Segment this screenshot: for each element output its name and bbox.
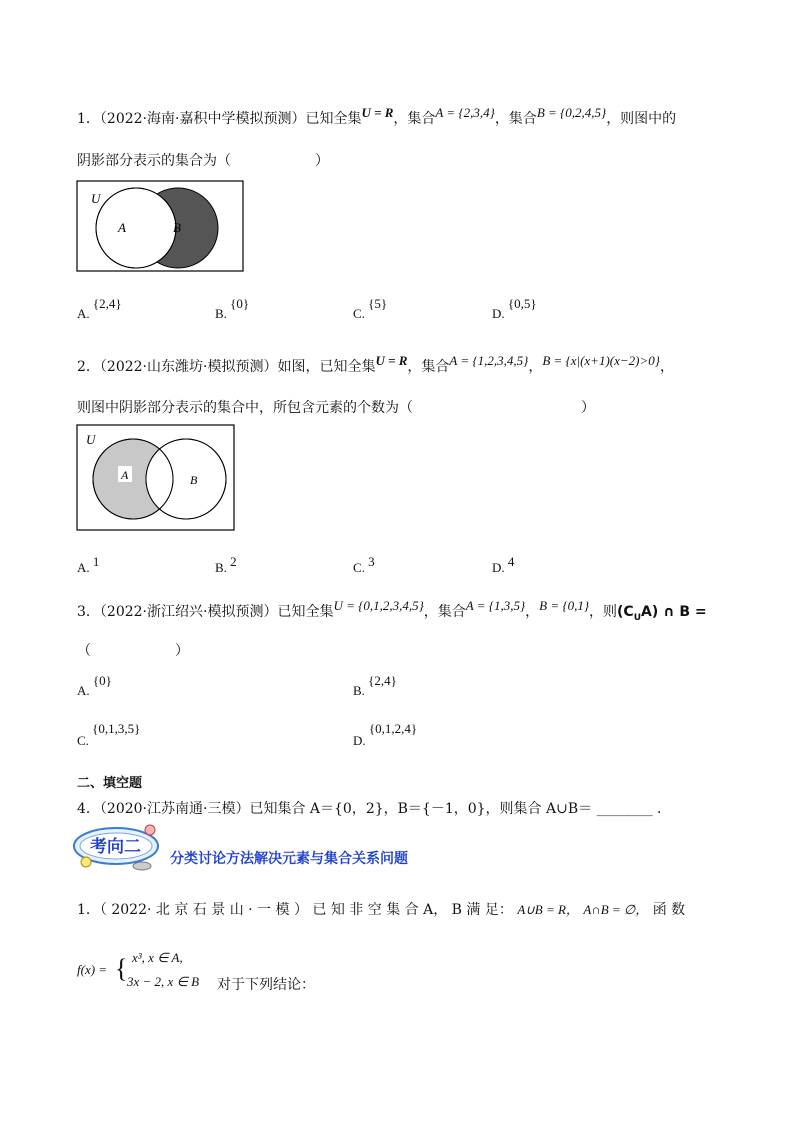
q3-line2: （ ） xyxy=(77,643,189,659)
q5-number: 1． xyxy=(77,902,100,918)
q5-after: 对于下列结论： xyxy=(217,977,315,993)
q1-venn-diagram xyxy=(76,180,244,272)
q2-stem xyxy=(77,353,674,376)
q5-fx: f(x) = xyxy=(77,962,108,977)
q2-option-d[interactable]: D. 4 xyxy=(492,554,515,575)
q5-cond1: A∪B = R， xyxy=(517,902,579,917)
q1-option-b[interactable]: B. {0} xyxy=(215,296,250,321)
q1-set-b: B = {0,2,4,5} xyxy=(536,105,607,120)
q2-option-c[interactable]: C. 3 xyxy=(353,554,375,575)
q3-source: （2022·浙江绍兴·模拟预测） xyxy=(99,604,278,620)
q4-number: 4． xyxy=(77,801,100,817)
q1-venn-label-b: B xyxy=(173,220,181,235)
q2-venn-diagram xyxy=(76,424,236,532)
section-heading: 二、填空题 xyxy=(77,776,143,791)
q2-text-b: ，集合 xyxy=(407,359,450,375)
q2-venn-label-b: B xyxy=(190,473,198,487)
q1-line2: 阴影部分表示的集合为（ ） xyxy=(77,153,329,169)
q2-option-b[interactable]: B. 2 xyxy=(215,554,237,575)
q5-tail: 函 数 xyxy=(652,902,686,918)
q2-text-a: 如图，已知全集 xyxy=(277,359,376,375)
q1-source: （2022·海南·嘉积中学模拟预测） xyxy=(99,111,306,127)
q1-stem xyxy=(77,105,677,128)
q2-source: （2022·山东潍坊·模拟预测） xyxy=(99,359,278,375)
q3-text-b: ，集合 xyxy=(423,604,466,620)
q1-text-b: ，集合 xyxy=(393,111,436,127)
q3-option-b[interactable]: B. {2,4} xyxy=(353,673,397,698)
badge-icon xyxy=(70,822,162,872)
q4-stem xyxy=(77,798,671,818)
q3-option-d[interactable]: D. {0,1,2,4} xyxy=(353,721,418,748)
q1-venn-label-a: A xyxy=(118,220,126,235)
q2-venn-label-u: U xyxy=(86,432,96,447)
q1-set-a: A = {2,3,4} xyxy=(435,105,495,120)
q3-text-a: 已知全集 xyxy=(277,604,334,620)
q3-option-a[interactable]: A. {0} xyxy=(77,673,112,698)
q3-text-d: ，则 xyxy=(589,604,618,620)
q5-text: （ 2022· 北 京 石 景 山 · 一 模 ） 已 知 非 空 集 合 A， B 满 足： xyxy=(99,902,513,918)
q1-universe: U = R xyxy=(361,105,394,120)
q2-line2: 则图中阴影部分表示的集合中，所包含元素的个数为（ ） xyxy=(77,400,595,416)
q1-text-a: 已知全集 xyxy=(305,111,362,127)
q3-set-b: B = {0,1} xyxy=(539,598,590,613)
q1-text-c: ，集合 xyxy=(494,111,537,127)
q3-number: 3． xyxy=(77,604,100,620)
q3-text-c: ， xyxy=(525,604,540,620)
q4-text: （2020·江苏南通·三模）已知集合 A＝{0，2}，B＝{－1，0}，则集合 A∪B＝ ________ ． xyxy=(99,801,672,817)
q1-option-d[interactable]: D. {0,5} xyxy=(492,296,537,321)
q1-option-c[interactable]: C. {5} xyxy=(353,296,388,321)
q3-option-c[interactable]: C. {0,1,3,5} xyxy=(77,721,141,748)
q1-number: 1． xyxy=(77,111,100,127)
q5-case2: 3x − 2, x ∈ B xyxy=(127,974,200,989)
q5-cond2: A∩B = ∅， xyxy=(583,902,649,917)
q2-set-a: A = {1,2,3,4,5} xyxy=(449,353,529,368)
q1-venn-label-u: U xyxy=(91,191,101,206)
q1-text-d: ，则图中的 xyxy=(606,111,677,127)
q2-option-a[interactable]: A. 1 xyxy=(77,554,100,575)
q3-set-a: A = {1,3,5} xyxy=(465,598,526,613)
q2-universe: U = R xyxy=(375,353,408,368)
q2-number: 2． xyxy=(77,359,100,375)
q2-text-d: ， xyxy=(659,359,674,375)
q5-case1: x³, x ∈ A, xyxy=(132,950,183,965)
q1-option-a[interactable]: A. {2,4} xyxy=(77,296,122,321)
q2-venn-label-a: A xyxy=(121,468,129,482)
q2-set-b: B = {x|(x+1)(x−2)>0} xyxy=(542,353,660,368)
q2-text-c: ， xyxy=(528,359,543,375)
q3-stem xyxy=(77,598,707,623)
q5-stem xyxy=(77,899,757,919)
badge-label: 考向二 xyxy=(90,837,141,856)
badge-title: 分类讨论方法解决元素与集合关系问题 xyxy=(170,851,408,867)
q3-universe: U = {0,1,2,3,4,5} xyxy=(333,598,424,613)
q3-expression: $(C_UA)$ ∩ B = xyxy=(617,604,707,623)
q5-brace: { xyxy=(115,954,128,983)
